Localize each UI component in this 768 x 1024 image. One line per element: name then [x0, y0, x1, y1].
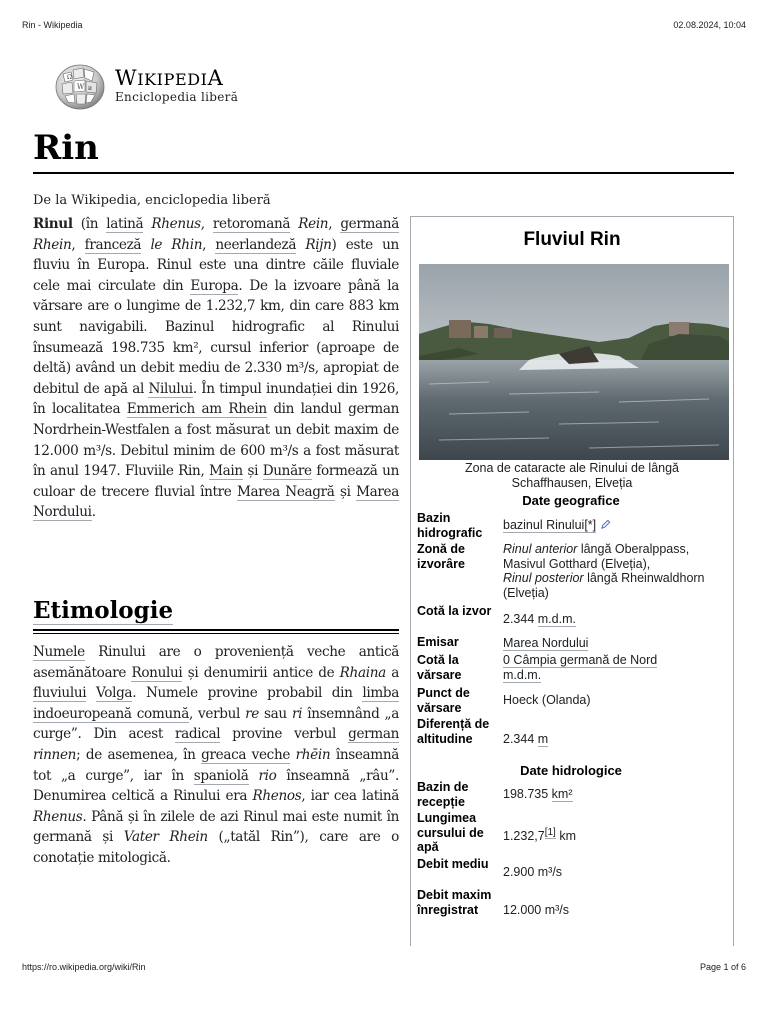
row-label: Punct de vărsare [417, 686, 470, 715]
infobox-caption: Zona de cataracte ale Rinului de lângă Schaffhausen, Elveția [464, 461, 680, 490]
wikipedia-tagline: Enciclopedia liberă [115, 90, 239, 104]
infobox-section-hydro: Date hidrologice [520, 763, 622, 778]
row-value: 198.735 km² [503, 787, 573, 801]
infobox-row-bazin-receptie [417, 780, 732, 810]
infobox-row-debit-maxim [417, 888, 732, 932]
infobox-row-izvorare [417, 542, 732, 602]
row-label: Cotă la izvor [417, 604, 492, 618]
link-metru[interactable]: m [537, 732, 549, 746]
infobox-title: Fluviul Rin [523, 229, 621, 250]
row-value: 1.232,7[1] km [503, 827, 576, 844]
edit-pencil-icon[interactable] [600, 519, 611, 530]
infobox [410, 216, 734, 946]
row-value [503, 653, 663, 682]
link-spaniola[interactable]: spaniolă [193, 767, 249, 784]
link-ronului[interactable]: Ronului [131, 664, 183, 681]
link-greaca-veche[interactable]: greaca veche [201, 746, 291, 763]
site-subtitle: De la Wikipedia, enciclopedia liberă [33, 193, 271, 208]
link-km2[interactable]: km² [551, 787, 573, 801]
link-retoromana[interactable]: retoromană [212, 216, 291, 232]
infobox-photo-rhine-falls[interactable] [419, 264, 729, 460]
page-title: Rin [33, 128, 99, 168]
row-label: Zonă de izvorâre [417, 542, 465, 571]
print-datetime: 02.08.2024, 10:04 [673, 20, 746, 30]
link-emisar-marea-nordului[interactable]: Marea Nordului [503, 636, 589, 650]
link-europa[interactable]: Europa [190, 277, 239, 294]
print-url: https://ro.wikipedia.org/wiki/Rin [22, 962, 146, 972]
wikipedia-wordmark: WIKIPEDIA [115, 66, 224, 90]
citation-ref-1[interactable]: [1] [544, 827, 556, 838]
link-fluviului[interactable]: fluviului [33, 685, 87, 702]
row-label: Debit mediu [417, 857, 489, 871]
row-value: 2.900 m³/s [503, 865, 563, 879]
link-emmerich[interactable]: Emmerich am Rhein [126, 401, 267, 418]
infobox-row-bazin [417, 511, 732, 541]
row-label: Bazin hidrografic [417, 511, 483, 540]
wikidata-ref-link[interactable]: [*] [584, 518, 597, 532]
row-label: Bazin de recepție [417, 780, 469, 809]
link-marea-neagra[interactable]: Marea Neagră [236, 483, 335, 500]
section-divider [33, 629, 399, 631]
print-tab-title: Rin - Wikipedia [22, 20, 83, 30]
link-campia-germana[interactable]: 0 Câmpia germană de Nord [503, 653, 658, 667]
link-volga[interactable]: Volga [96, 685, 133, 702]
title-divider [33, 172, 734, 174]
row-label: Cotă la vărsare [417, 653, 462, 682]
infobox-row-punct-varsare [417, 686, 732, 716]
wikipedia-logo[interactable] [53, 62, 253, 112]
link-german[interactable]: german [348, 726, 399, 743]
link-franceza[interactable]: franceză [84, 236, 142, 253]
link-latina[interactable]: latină [106, 216, 144, 232]
row-label: Lungimea cursului de apă [417, 811, 484, 854]
svg-text:W: W [77, 83, 85, 91]
svg-text:и: и [88, 85, 92, 92]
infobox-row-cota-varsare [417, 653, 732, 683]
infobox-row-debit-mediu [417, 857, 732, 887]
link-main[interactable]: Main [209, 463, 243, 480]
row-value: Hoeck (Olanda) [503, 693, 591, 707]
link-germana[interactable]: germană [340, 216, 399, 232]
row-value: 2.344 m [503, 732, 549, 746]
wikipedia-globe-logo [53, 62, 107, 112]
etymology-paragraph: Numele Rinului are o proveniență veche antică asemănătoare Ronului și denumirii antice de Rhaina a fluviului Volga. Numele provine probabil din limba indoeuropeană comună, verbul re sau ri însemnând „a curge”. Din acest radical provine verbul german rinnen; de asemenea, în greaca veche rhēin înseamnă tot „a curge”, iar în spaniolă rio înseamnă „râu”. Denumirea celtică a Rinului era Rhenos, iar cea latină Rhenus. Până și în zilele de azi Rinul mai este numit în germană și Vater Rhein („tatăl Rin”), care are o conotație mitologică. [33, 644, 400, 866]
row-value: Rinul anterior lângă Oberalppass, Masivul Gotthard (Elveția), Rinul posterior lângă Rheinwaldhorn (Elveția) [503, 542, 705, 600]
lead-bold-term: Rinul [33, 216, 73, 232]
infobox-row-lungime [417, 811, 732, 855]
section-divider-thin [33, 633, 399, 634]
section-heading-etimologie: Etimologie [33, 597, 174, 624]
print-page-number: Page 1 of 6 [699, 962, 746, 972]
infobox-row-emisar [417, 635, 732, 651]
row-value: 2.344 m.d.m. [503, 612, 576, 626]
row-label: Emisar [417, 635, 459, 649]
row-value [503, 518, 731, 533]
link-dunare[interactable]: Dunăre [262, 463, 312, 480]
infobox-row-diferenta [417, 717, 732, 763]
link-mdm-2[interactable]: m.d.m. [503, 667, 542, 682]
link-bazinul-rinului[interactable]: bazinul Rinului [503, 518, 585, 532]
link-neerlandeza[interactable]: neerlandeză [215, 236, 297, 253]
link-radical[interactable]: radical [174, 726, 221, 743]
link-mdm[interactable]: m.d.m. [537, 612, 576, 626]
row-value: 12.000 m³/s [503, 903, 570, 917]
link-limba-indoeuropeana[interactable]: limba indoeuropeană comună [33, 685, 399, 722]
infobox-section-geo: Date geografice [522, 493, 620, 508]
link-marea-nordului[interactable]: Marea Nordului [33, 483, 399, 521]
link-numele[interactable]: Numele [33, 644, 85, 660]
infobox-row-cota-izvor [417, 604, 732, 634]
print-header [22, 20, 746, 34]
print-footer [22, 962, 746, 976]
lead-paragraph: Rinul (în latină Rhenus, retoromană Rein, germană Rhein, franceză le Rhin, neerlandeză Rijn) este un fluviu în Europa. Rinul este una dintre căile fluviale cele mai circulate din Europa. De la izvoare până la vărsare are o lungime de 1.232,7 km, din care 883 km sunt navigabili. Bazinul hidrografic al Rinului însumează 198.735 km², cursul inferior (aproape de deltă) având un debit mediu de 2.330 m³/s, apropiat de debitul de apă al Nilului. În timpul inundației din 1926, în localitatea Emmerich am Rhein din landul german Nordrhein-Westfalen a fost măsurat un debit maxim de 12.000 m³/s. Debitul minim de 600 m³/s a fost măsurat în anul 1947. Fluviile Rin, Main și Dunăre formează un culoar de trecere fluvial între Marea Neagră și Marea Nordului. [33, 216, 399, 521]
link-nilului[interactable]: Nilului [148, 380, 193, 397]
row-value [503, 636, 731, 651]
svg-text:Ω: Ω [67, 74, 72, 81]
row-label: Diferență de altitudine [417, 717, 490, 746]
row-label: Debit maxim înregistrat [417, 888, 492, 917]
rhine-falls-image [419, 264, 729, 460]
